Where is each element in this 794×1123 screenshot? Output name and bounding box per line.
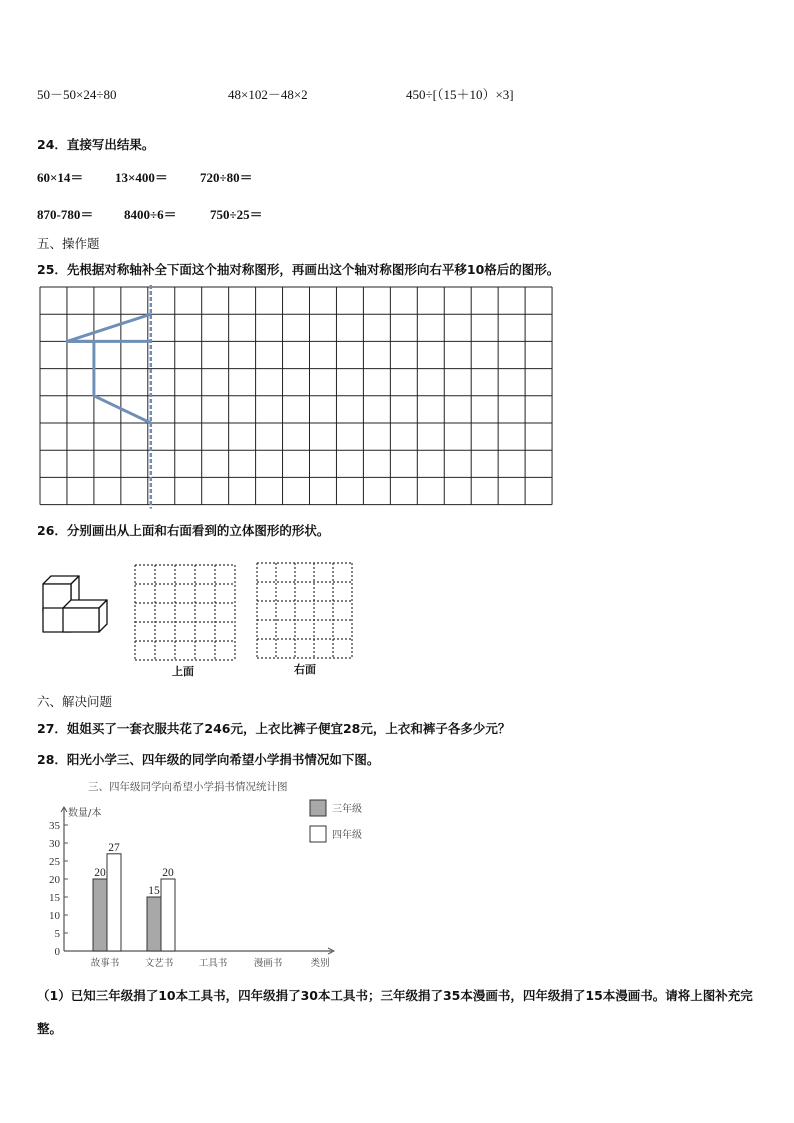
right-view-label: 右面 — [294, 663, 316, 676]
section-5-heading: 五、操作题 — [37, 236, 100, 251]
x-tick-label: 文艺书 — [144, 958, 174, 969]
top-view-label: 上面 — [172, 665, 194, 678]
question-28-part-1: （1）已知三年级捐了10本工具书，四年级捐了30本工具书；三年级捐了35本漫画书，四年级捐了15本漫画书。请将上图补充完整。 — [37, 988, 753, 1036]
chart-title: 三、四年级同学向希望小学捐书情况统计图 — [88, 781, 288, 793]
expression-3: 450÷[（15＋10）×3] — [406, 87, 514, 102]
y-tick-label: 5 — [54, 928, 60, 940]
calc-6: 750÷25＝ — [210, 207, 263, 222]
legend-swatch — [310, 800, 326, 816]
y-tick-label: 15 — [49, 892, 60, 904]
y-tick-label: 30 — [49, 838, 60, 850]
y-tick-label: 0 — [54, 946, 60, 958]
legend-label: 三年级 — [332, 804, 362, 815]
bar-grade4 — [107, 854, 121, 951]
bar-grade3 — [93, 879, 107, 951]
top-view-grid — [135, 565, 235, 661]
calc-4: 870-780＝ — [37, 207, 94, 222]
chart-ylabel: 数量/本 — [68, 808, 102, 819]
x-tick-label: 漫画书 — [253, 958, 283, 969]
question-27: 27．姐姐买了一套衣服共花了246元，上衣比裤子便宜28元，上衣和裤子各多少元？ — [37, 721, 511, 736]
legend-swatch — [310, 826, 326, 842]
symmetry-grid — [40, 287, 564, 507]
calc-5: 8400÷6＝ — [124, 207, 177, 222]
right-view-grid — [257, 563, 353, 659]
bar-value-label: 20 — [94, 867, 106, 879]
calc-1: 60×14＝ — [37, 170, 84, 185]
bar-value-label: 27 — [108, 841, 120, 854]
bar-grade4 — [161, 879, 175, 951]
y-tick-label: 10 — [49, 910, 60, 922]
question-25-title: 25．先根据对称轴补全下面这个抽对称图形，再画出这个轴对称图形向右平移10格后的图形。 — [37, 262, 560, 277]
legend-label: 四年级 — [332, 830, 362, 841]
section-6-heading: 六、解决问题 — [37, 694, 113, 709]
expression-1: 50－50×24÷80 — [37, 87, 117, 102]
bar-value-label: 20 — [162, 867, 174, 879]
donation-bar-chart — [40, 778, 400, 974]
bar-grade3 — [147, 897, 161, 951]
y-tick-label: 20 — [49, 874, 60, 886]
chart-xlabel: 类别 — [310, 958, 330, 969]
y-tick-label: 35 — [49, 820, 60, 832]
expression-2: 48×102－48×2 — [228, 87, 308, 102]
calc-3: 720÷80＝ — [200, 170, 253, 185]
question-28: 28．阳光小学三、四年级的同学向希望小学捐书情况如下图。 — [37, 752, 380, 767]
bar-value-label: 15 — [148, 885, 160, 897]
question-24-title: 24．直接写出结果。 — [37, 137, 155, 152]
calc-2: 13×400＝ — [115, 170, 168, 185]
question-26-title: 26．分别画出从上面和右面看到的立体图形的形状。 — [37, 523, 330, 538]
y-tick-label: 25 — [49, 856, 60, 868]
x-tick-label: 故事书 — [90, 958, 120, 969]
cube-figure — [40, 574, 112, 636]
x-tick-label: 工具书 — [198, 958, 228, 969]
